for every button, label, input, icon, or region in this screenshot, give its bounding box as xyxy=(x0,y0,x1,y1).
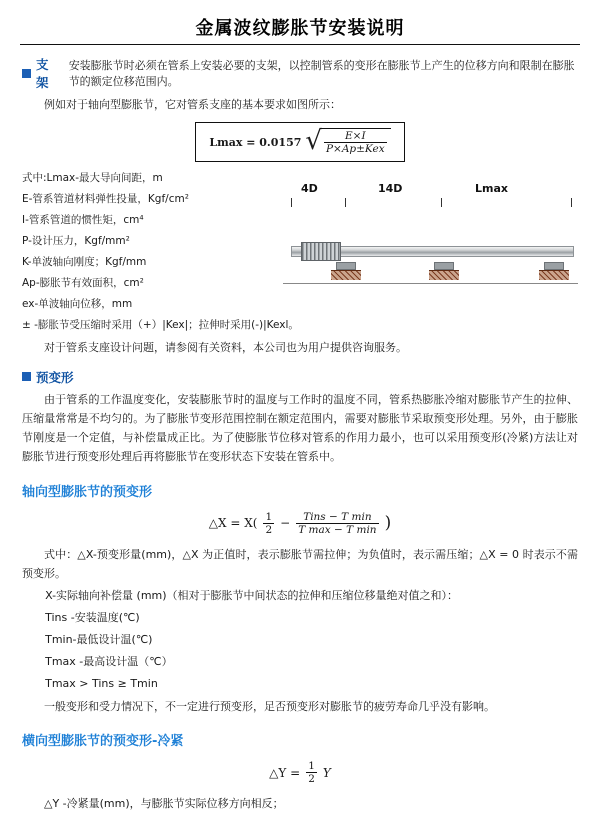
figure-tick-marks xyxy=(283,198,578,208)
formula-axial-rhs: ) xyxy=(384,512,392,533)
tick-icon xyxy=(441,198,442,207)
formula-axial-lhs: △X = X( xyxy=(208,516,258,530)
support-anchor-icon xyxy=(539,262,569,280)
formula-lateral-lhs: △Y = xyxy=(269,765,301,780)
anchor-base xyxy=(331,270,361,280)
tick-icon xyxy=(571,198,572,207)
formula-lateral-inline xyxy=(269,759,331,786)
figure-drawing xyxy=(283,210,578,296)
definition-item: E-管系管道材料弹性投量，Kgf/cm² xyxy=(22,193,189,206)
formula-lateral-half-den: 2 xyxy=(308,773,315,786)
design-note: 对于管系支座设计问题，请参阅有关资料，本公司也为用户提供咨询服务。 xyxy=(44,341,407,355)
figure-label-4d: 4D xyxy=(301,182,318,196)
formula-lmax-radical xyxy=(305,128,390,156)
formula-lateral-coldspring xyxy=(22,759,578,786)
axial-variable-list xyxy=(45,585,578,695)
radical-sign-icon: √ xyxy=(305,126,322,157)
formula-axial-minus: − xyxy=(280,516,291,530)
formula-lateral-half-num: 1 xyxy=(308,760,315,773)
formula-lmax-denominator: P×Ap±Kex xyxy=(325,143,385,156)
bullet-square-icon xyxy=(22,372,31,381)
definition-item: I-管系管道的惯性矩，cm⁴ xyxy=(22,214,144,227)
section-predeform-body: 由于管系的工作温度变化，安装膨胀节时的温度与工作时的温度不同，管系热膨胀冷缩对膨胀节产生的拉伸、压缩量常常是不均匀的。为了膨胀节变形范围控制在额定范围内，需要对膨胀节采取预变形处理。另外，由于膨胀节刚度是一个定值，与补偿量成正比。为了使膨胀节位移对管系的作用力最小，也可以采用预变形(冷紧)方法让对膨胀节进行预变形处理后再将膨胀节在变形状态下安装在管系中。 xyxy=(22,392,578,464)
axial-variable-item: X-实际轴向补偿量 (mm)（相对于膨胀节中间状态的拉伸和压缩位移量绝对值之和）： xyxy=(45,589,459,602)
definitions-list xyxy=(22,168,299,336)
section-heading-predeform-label: 预变形 xyxy=(36,369,74,385)
formula-axial-inline xyxy=(209,510,391,537)
support-anchor-icon xyxy=(429,262,459,280)
formula-lmax-fraction xyxy=(320,128,391,156)
page-title: 金属波纹膨胀节安装说明 xyxy=(195,18,405,39)
title-divider xyxy=(20,44,580,45)
definition-item: P-设计压力，Kgf/mm² xyxy=(22,235,130,248)
tick-icon xyxy=(345,198,346,207)
section-bracket-example: 例如对于轴向型膨胀节，它对管系支座的基本要求如图所示： xyxy=(44,98,341,111)
section-heading-bracket xyxy=(22,55,578,91)
axial-variable-item: Tins -安装温度(℃) xyxy=(45,611,140,624)
support-anchor-icon xyxy=(331,262,361,280)
formula-axial-half-num: 1 xyxy=(265,510,273,523)
formula-axial-half-den: 2 xyxy=(265,523,273,536)
definition-item: ± -膨胀节受压缩时采用（+）|Kex|；拉伸时采用(-)|Kexl。 xyxy=(22,319,299,332)
formula-axial-ratio-den: T max − T min xyxy=(298,523,377,536)
axial-variable-item: Tmax > Tins ≥ Tmin xyxy=(45,677,158,690)
formula-axial-predeform xyxy=(22,510,578,537)
section-heading-bracket-label: 支架 xyxy=(36,57,49,90)
definition-item: K-单波轴向刚度；Kgf/mm xyxy=(22,256,147,269)
definition-item: 式中:Lmax-最大导向间距，m xyxy=(22,172,163,185)
figure-label-14d: 14D xyxy=(378,182,403,196)
formula-lmax xyxy=(195,122,405,162)
definition-item: ex-单波轴向位移，mm xyxy=(22,298,133,311)
definitions-and-figure xyxy=(22,168,578,336)
formula-axial-ratio-num: Tins − T min xyxy=(303,510,372,523)
formula-lmax-lhs: Lmax = 0.0157 xyxy=(209,135,302,149)
bellows-expansion-joint-icon xyxy=(301,242,341,261)
support-layout-figure xyxy=(283,182,578,302)
anchor-base xyxy=(429,270,459,280)
formula-axial-ratio xyxy=(292,510,382,537)
subheading-lateral: 横向型膨胀节的预变形-冷紧 xyxy=(22,734,184,750)
axial-variable-item: Tmax -最高设计温（℃） xyxy=(45,655,173,668)
axial-where-line: 式中：△X-预变形量(mm)，△X 为正值时，表示膨胀节需拉伸；为负值时，表示需压缩；△X = 0 时表示不需预变形。 xyxy=(22,547,578,580)
anchor-block xyxy=(434,262,454,270)
lateral-where-line: △Y -冷紧量(mm)，与膨胀节实际位移方向相反； xyxy=(44,797,284,811)
formula-lateral-rhs: Y xyxy=(322,765,331,780)
figure-dimension-labels xyxy=(283,182,578,198)
section-bracket-body: 安装膨胀节时必须在管系上安装必要的支架，以控制管系的变形在膨胀节上产生的位移方向和限制在膨胀节的额定位移范围内。 xyxy=(68,59,575,88)
axial-variable-item: Tmin-最低设计温(℃) xyxy=(45,633,153,646)
anchor-base xyxy=(539,270,569,280)
anchor-block xyxy=(544,262,564,270)
ground-line xyxy=(283,283,578,284)
figure-label-lmax: Lmax xyxy=(475,182,508,196)
subheading-axial: 轴向型膨胀节的预变形 xyxy=(22,484,153,500)
document-content xyxy=(0,55,600,814)
axial-tail-note: 一般变形和受力情况下，不一定进行预变形，足否预变形对膨胀节的疲劳寿命几乎没有影响。 xyxy=(44,700,495,713)
bullet-square-icon xyxy=(22,69,31,78)
definition-item: Ap-膨胀节有效面积，cm² xyxy=(22,277,144,290)
document-page xyxy=(0,14,600,811)
section-heading-predeform xyxy=(22,368,578,386)
anchor-block xyxy=(336,262,356,270)
formula-axial-half xyxy=(259,510,278,537)
tick-icon xyxy=(291,198,292,207)
formula-lmax-numerator: E×I xyxy=(344,130,366,143)
formula-lateral-half xyxy=(302,759,321,786)
